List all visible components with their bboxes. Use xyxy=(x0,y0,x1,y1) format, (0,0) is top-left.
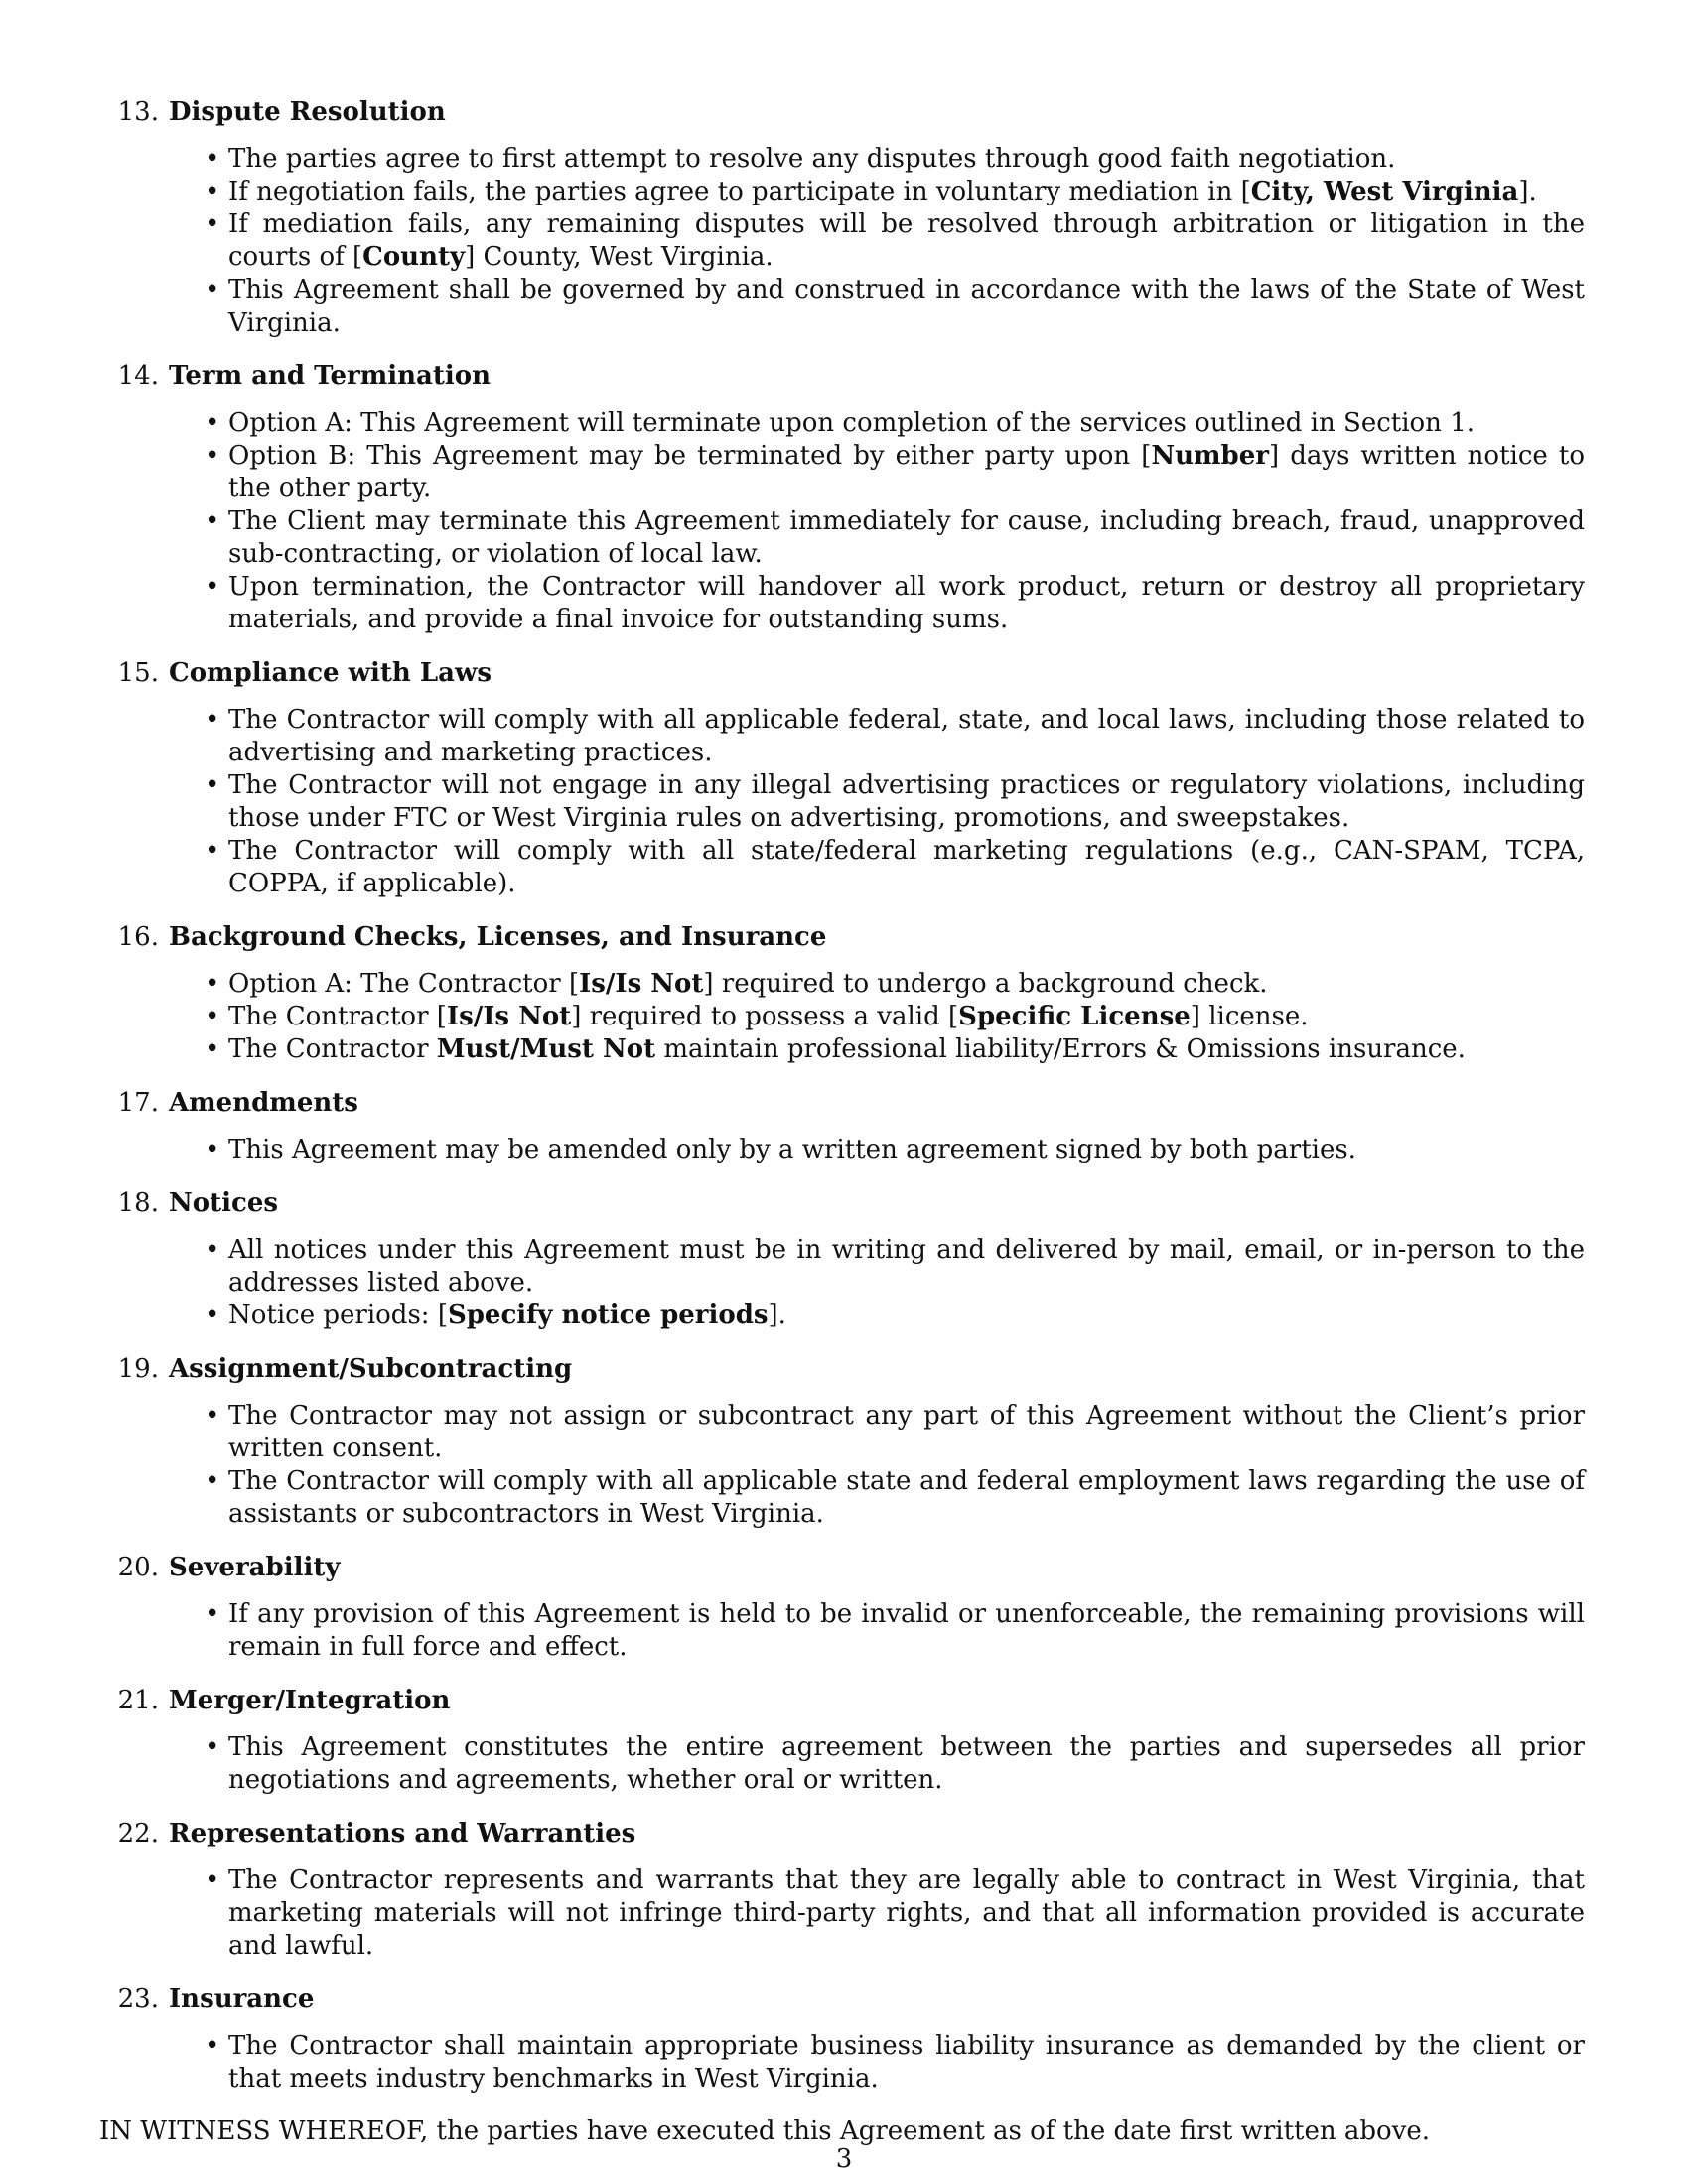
bullet-item: • If any provision of this Agreement is held to be invalid or unenforceable, the remaining provisions will remain in full force and effect. xyxy=(228,1598,1585,1664)
section-title: Compliance with Laws xyxy=(169,658,492,688)
bullet-item: • The Contractor [Is/Is Not] required to possess a valid [Specific License] license. xyxy=(228,1001,1585,1033)
section-heading xyxy=(99,1684,1585,1717)
section-number: 15. xyxy=(117,658,159,688)
bullet-item: • Option A: The Contractor [Is/Is Not] required to undergo a background check. xyxy=(228,968,1585,1001)
section-heading xyxy=(99,95,1585,129)
section-number: 20. xyxy=(117,1553,159,1582)
section-number: 18. xyxy=(117,1188,159,1218)
bullet-item: • The Client may terminate this Agreement immediately for cause, including breach, fraud, unapproved sub-contracting, or violation of local law. xyxy=(228,505,1585,571)
section-19 xyxy=(99,1352,1585,1531)
bullet-list xyxy=(99,143,1585,340)
bullet-list xyxy=(99,1134,1585,1166)
section-title: Severability xyxy=(169,1553,341,1582)
bullet-item: • Notice periods: [Specify notice periods]. xyxy=(228,1299,1585,1332)
section-14 xyxy=(99,359,1585,636)
section-title: Merger/Integration xyxy=(169,1686,451,1715)
bullet-list xyxy=(99,1234,1585,1332)
section-number: 22. xyxy=(117,1819,159,1848)
section-heading xyxy=(99,1817,1585,1850)
placeholder-field: Specify notice periods xyxy=(447,1300,769,1330)
bullet-list xyxy=(99,968,1585,1066)
section-22 xyxy=(99,1817,1585,1963)
section-20 xyxy=(99,1551,1585,1664)
page-number: 3 xyxy=(835,2144,853,2174)
section-heading xyxy=(99,1352,1585,1386)
section-heading xyxy=(99,359,1585,393)
section-number: 21. xyxy=(117,1686,159,1715)
placeholder-field: County xyxy=(362,242,466,272)
section-heading xyxy=(99,1086,1585,1120)
bullet-item: • The Contractor will comply with all applicable federal, state, and local laws, including those related to advertising and marketing practices. xyxy=(228,704,1585,769)
section-title: Notices xyxy=(169,1188,279,1218)
section-heading xyxy=(99,1551,1585,1584)
section-17 xyxy=(99,1086,1585,1166)
section-number: 23. xyxy=(117,1984,159,2014)
section-heading xyxy=(99,920,1585,954)
bullet-list xyxy=(99,1731,1585,1797)
bullet-item: • Option A: This Agreement will terminate upon completion of the services outlined in Section 1. xyxy=(228,407,1585,440)
section-heading xyxy=(99,656,1585,690)
bullet-item: • The Contractor shall maintain appropriate business liability insurance as demanded by the client or that meets industry benchmarks in West Virginia. xyxy=(228,2030,1585,2096)
bullet-item: • All notices under this Agreement must be in writing and delivered by mail, email, or in-person to the addresses listed above. xyxy=(228,1234,1585,1299)
section-heading xyxy=(99,1982,1585,2016)
bullet-list xyxy=(99,407,1585,636)
section-heading xyxy=(99,1186,1585,1220)
placeholder-field: Specific License xyxy=(958,1002,1191,1031)
section-16 xyxy=(99,920,1585,1066)
bullet-item: • This Agreement constitutes the entire agreement between the parties and supersedes all prior negotiations and agreements, whether oral or written. xyxy=(228,1731,1585,1797)
bullet-item: • The parties agree to first attempt to resolve any disputes through good faith negotiation. xyxy=(228,143,1585,176)
section-18 xyxy=(99,1186,1585,1332)
section-title: Amendments xyxy=(169,1088,358,1118)
bullet-item: • Upon termination, the Contractor will handover all work product, return or destroy all proprietary materials, and provide a final invoice for outstanding sums. xyxy=(228,571,1585,636)
section-number: 13. xyxy=(117,97,159,127)
bullet-list xyxy=(99,2030,1585,2096)
section-15 xyxy=(99,656,1585,900)
placeholder-field: Is/Is Not xyxy=(446,1002,572,1031)
section-list xyxy=(99,95,1585,2096)
section-number: 19. xyxy=(117,1354,159,1384)
bullet-item: • This Agreement may be amended only by a written agreement signed by both parties. xyxy=(228,1134,1585,1166)
placeholder-field: Is/Is Not xyxy=(579,969,704,999)
section-number: 16. xyxy=(117,922,159,952)
section-title: Dispute Resolution xyxy=(169,97,446,127)
bullet-item: • This Agreement shall be governed by and construed in accordance with the laws of the State of West Virginia. xyxy=(228,274,1585,340)
bullet-item: • If negotiation fails, the parties agree to participate in voluntary mediation in [City, West Virginia]. xyxy=(228,176,1585,208)
section-title: Term and Termination xyxy=(169,361,492,391)
bullet-item: • The Contractor will not engage in any illegal advertising practices or regulatory violations, including those under FTC or West Virginia rules on advertising, promotions, and sweepstakes. xyxy=(228,769,1585,835)
bullet-item: • The Contractor will comply with all state/federal marketing regulations (e.g., CAN-SPAM, TCPA, COPPA, if applicable). xyxy=(228,835,1585,900)
witness-statement: IN WITNESS WHEREOF, the parties have executed this Agreement as of the date first written above. xyxy=(99,2116,1431,2146)
bullet-list xyxy=(99,1400,1585,1531)
placeholder-field: City, West Virginia xyxy=(1250,177,1519,206)
section-13 xyxy=(99,95,1585,340)
section-title: Assignment/Subcontracting xyxy=(169,1354,573,1384)
section-title: Background Checks, Licenses, and Insurance xyxy=(169,922,827,952)
bullet-item: • The Contractor may not assign or subcontract any part of this Agreement without the Client’s prior written consent. xyxy=(228,1400,1585,1465)
bullet-item: • The Contractor Must/Must Not maintain professional liability/Errors & Omissions insurance. xyxy=(228,1033,1585,1066)
document-body xyxy=(99,95,1585,2174)
section-23 xyxy=(99,1982,1585,2096)
bullet-list xyxy=(99,1864,1585,1963)
section-title: Representations and Warranties xyxy=(169,1819,636,1848)
bullet-item: • The Contractor will comply with all applicable state and federal employment laws regarding the use of assistants or subcontractors in West Virginia. xyxy=(228,1465,1585,1531)
bullet-item: • The Contractor represents and warrants that they are legally able to contract in West Virginia, that marketing materials will not infringe third-party rights, and that all information provided is accurate and lawful. xyxy=(228,1864,1585,1963)
bullet-item: • If mediation fails, any remaining disputes will be resolved through arbitration or litigation in the courts of [County] County, West Virginia. xyxy=(228,208,1585,274)
bullet-list xyxy=(99,1598,1585,1664)
section-21 xyxy=(99,1684,1585,1797)
section-title: Insurance xyxy=(169,1984,315,2014)
section-number: 14. xyxy=(117,361,159,391)
placeholder-field: Must/Must Not xyxy=(436,1034,656,1064)
bullet-item: • Option B: This Agreement may be terminated by either party upon [Number] days written notice to the other party. xyxy=(228,440,1585,505)
section-number: 17. xyxy=(117,1088,159,1118)
placeholder-field: Number xyxy=(1151,441,1269,471)
bullet-list xyxy=(99,704,1585,900)
